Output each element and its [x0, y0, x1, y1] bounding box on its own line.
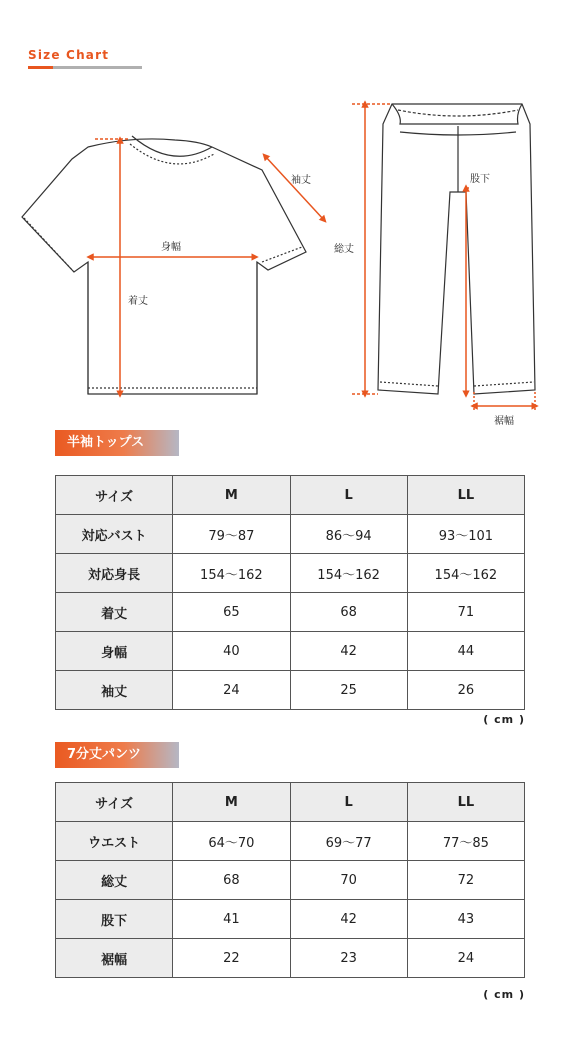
body-length-label: 着丈 — [128, 296, 148, 307]
row-label: 総丈 — [56, 861, 173, 900]
header-cell: サイズ — [56, 783, 173, 822]
table-cell: 68 — [290, 593, 407, 632]
header-cell: LL — [407, 476, 524, 515]
table-cell: 42 — [290, 900, 407, 939]
table-cell: 64～70 — [173, 822, 290, 861]
table-cell: 65 — [173, 593, 290, 632]
title-underline — [28, 66, 142, 69]
tops-unit-note: ( cm ) — [483, 713, 525, 726]
table-cell: 154～162 — [173, 554, 290, 593]
row-label: 裾幅 — [56, 939, 173, 978]
table-row — [56, 939, 525, 978]
pants-illustration — [378, 104, 535, 394]
table-row — [56, 515, 525, 554]
sleeve-length-label: 袖丈 — [291, 175, 311, 186]
table-cell: 77～85 — [407, 822, 524, 861]
page-title: Size Chart — [28, 48, 110, 62]
table-row — [56, 900, 525, 939]
table-row — [56, 822, 525, 861]
table-cell: 44 — [407, 632, 524, 671]
garment-diagram — [0, 92, 580, 432]
row-label: 対応身長 — [56, 554, 173, 593]
row-label: 股下 — [56, 900, 173, 939]
table-cell: 23 — [290, 939, 407, 978]
row-label: ウエスト — [56, 822, 173, 861]
table-cell: 43 — [407, 900, 524, 939]
table-cell: 86～94 — [290, 515, 407, 554]
table-row — [56, 861, 525, 900]
header-cell: LL — [407, 783, 524, 822]
table-cell: 26 — [407, 671, 524, 710]
table-cell: 24 — [173, 671, 290, 710]
pants-unit-note: ( cm ) — [483, 988, 525, 1001]
table-row — [56, 632, 525, 671]
page-header — [28, 44, 109, 63]
table-cell: 71 — [407, 593, 524, 632]
header-cell: M — [173, 476, 290, 515]
table-cell: 69～77 — [290, 822, 407, 861]
table-cell: 154～162 — [290, 554, 407, 593]
table-row — [56, 671, 525, 710]
table-cell: 42 — [290, 632, 407, 671]
table-cell: 79～87 — [173, 515, 290, 554]
table-cell: 40 — [173, 632, 290, 671]
chest-width-label: 身幅 — [161, 242, 181, 253]
table-header-row — [56, 476, 525, 515]
header-cell: L — [290, 783, 407, 822]
header-cell: M — [173, 783, 290, 822]
pants-size-table — [55, 782, 525, 978]
table-cell: 41 — [173, 900, 290, 939]
tops-section-label: 半袖トップス — [55, 430, 179, 456]
total-length-label: 総丈 — [334, 244, 354, 255]
header-cell: サイズ — [56, 476, 173, 515]
table-row — [56, 554, 525, 593]
row-label: 袖丈 — [56, 671, 173, 710]
row-label: 着丈 — [56, 593, 173, 632]
tshirt-illustration — [22, 136, 306, 394]
table-cell: 93～101 — [407, 515, 524, 554]
hem-width-label: 裾幅 — [494, 416, 514, 427]
header-cell: L — [290, 476, 407, 515]
tops-size-table — [55, 475, 525, 710]
row-label: 身幅 — [56, 632, 173, 671]
pants-section-label: 7分丈パンツ — [55, 742, 179, 768]
table-cell: 25 — [290, 671, 407, 710]
table-row — [56, 593, 525, 632]
table-cell: 70 — [290, 861, 407, 900]
table-cell: 24 — [407, 939, 524, 978]
table-cell: 154～162 — [407, 554, 524, 593]
inseam-label: 股下 — [470, 174, 490, 185]
table-cell: 68 — [173, 861, 290, 900]
table-header-row — [56, 783, 525, 822]
row-label: 対応バスト — [56, 515, 173, 554]
table-cell: 72 — [407, 861, 524, 900]
table-cell: 22 — [173, 939, 290, 978]
